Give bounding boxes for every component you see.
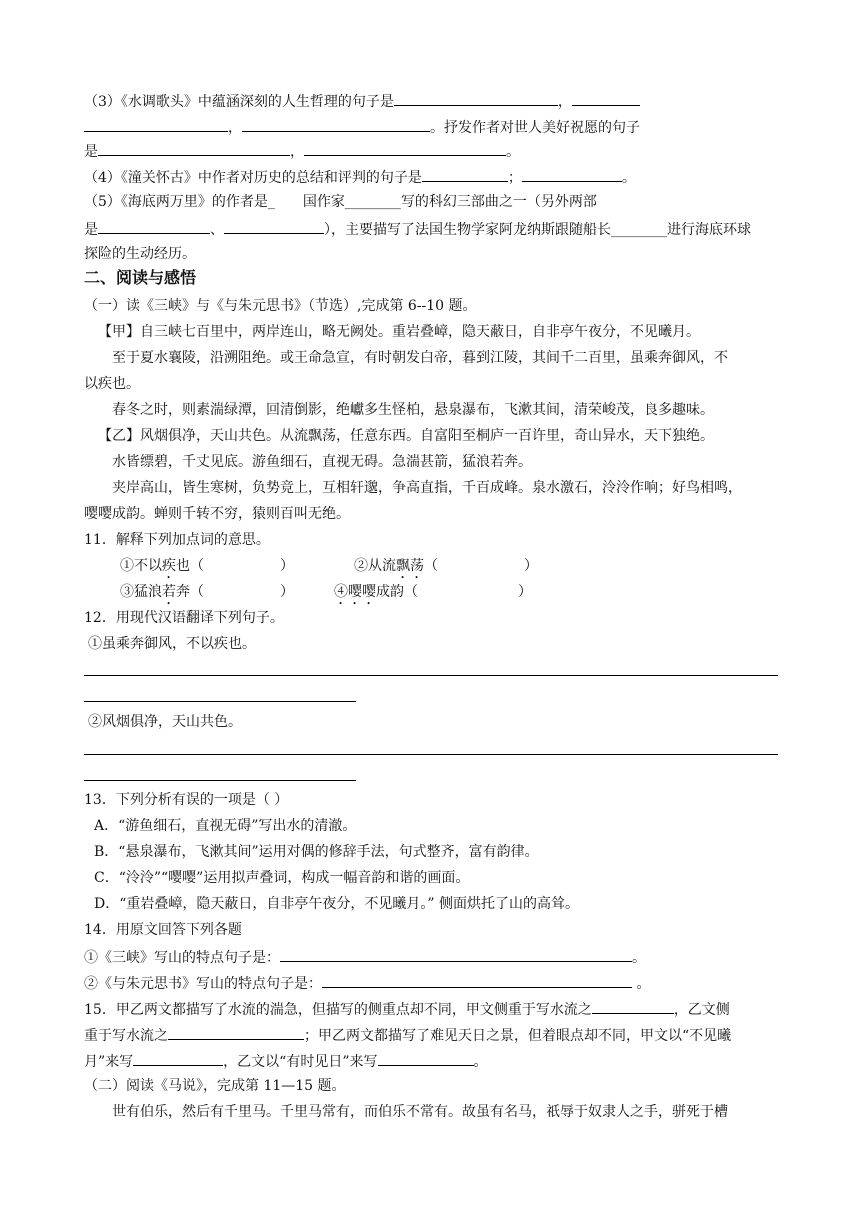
q15-line3: 月”来写 ，乙文以“有时见日”来写 。 [84, 1050, 488, 1072]
q14-blank-2[interactable] [322, 972, 632, 988]
q13-option-c[interactable]: C．“泠泠”“嘤嘤”运用拟声叠词，构成一幅音韵和谐的画面。 [94, 870, 470, 886]
passage-jia-3: 春冬之时，则素湍绿潭，回清倒影，绝巘多生怪柏，悬泉瀑布，飞漱其间，清荣峻茂，良多趣味。 [112, 402, 714, 418]
answer-line[interactable] [84, 780, 356, 781]
q3-blank-4[interactable] [242, 116, 430, 132]
q11-item-3: ③猛浪若奔（ ） [120, 584, 294, 600]
q15-blank-4[interactable] [378, 1050, 474, 1066]
q15-line2: 重于写水流之 ；甲乙两文都描写了难见天日之景，但着眼点却不同，甲文以“不见曦 [84, 1024, 731, 1046]
passage-jia-2a: 至于夏水襄陵，沿溯阻绝。或王命急宣，有时朝发白帝，暮到江陵，其间千二百里，虽乘奔御风，不 [112, 350, 728, 366]
q5-line1: （5）《海底两万里》的作者是_ 国作家________写的科幻三部曲之一（另外两部 [84, 194, 597, 210]
q5-prompt: （5）《海底两万里》的作者是_ [84, 194, 275, 210]
q3-blank-6[interactable] [304, 140, 506, 156]
q4-blank-1[interactable] [422, 166, 508, 182]
q14-title: 14．用原文回答下列各题 [84, 922, 242, 938]
q15-blank-2[interactable] [168, 1024, 304, 1040]
passage-jia-1: 【甲】自三峡七百里中，两岸连山，略无阙处。重岩叠嶂，隐天蔽日，自非亭午夜分，不见曦月。 [98, 324, 700, 340]
q15-line1: 15．甲乙两文都描写了水流的湍急，但描写的侧重点却不同，甲文侧重于写水流之 ，乙文侧 [84, 998, 730, 1020]
q11-item-4: ④嘤嘤成韵（ ） [334, 584, 532, 600]
passage-yi-2: 水皆缥碧，千丈见底。游鱼细石，直视无碍。急湍甚箭，猛浪若奔。 [112, 454, 532, 470]
q3-prompt: （3）《水调歌头》中蕴涵深刻的人生哲理的句子是 [84, 94, 394, 110]
q3-blank-1[interactable] [394, 90, 558, 106]
q13-title: 13．下列分析有误的一项是（ ） [84, 792, 289, 808]
passage-yi-3b: 嘤嘤成韵。蝉则千转不穷，猿则百叫无绝。 [84, 506, 350, 522]
part1-intro: （一）读《三峡》与《与朱元思书》（节选）,完成第 6--10 题。 [84, 298, 477, 314]
q14-b: ②《与朱元思书》写山的特点句子是： 。 [84, 972, 650, 994]
q15-blank-3[interactable] [133, 1050, 223, 1066]
q12-sentence-1: ①虽乘奔御风，不以疾也。 [88, 636, 256, 652]
q3-blank-2[interactable] [572, 90, 640, 106]
q12-title: 12．用现代汉语翻译下列句子。 [84, 610, 284, 626]
q14-blank-1[interactable] [280, 946, 632, 962]
dotted-word: 疾 [162, 558, 176, 574]
q3-line1: （3）《水调歌头》中蕴涵深刻的人生哲理的句子是 ， [84, 90, 640, 112]
q11-item-1: ①不以疾也（ ） [120, 558, 294, 574]
dotted-word: 若 [162, 584, 176, 600]
q11-item-2: ②从流飘荡（ ） [354, 558, 538, 574]
passage-yi-1: 【乙】风烟俱净，天山共色。从流飘荡，任意东西。自富阳至桐庐一百许里，奇山异水，天下独绝。 [98, 428, 714, 444]
q13-option-d[interactable]: D．“重岩叠嶂，隐天蔽日，自非亭午夜分，不见曦月。” 侧面烘托了山的高耸。 [94, 896, 579, 912]
q5-line2: 是 、 ），主要描写了法国生物学家阿龙纳斯跟随船长________进行海底环球 [84, 218, 751, 240]
q5-blank-2[interactable] [224, 218, 324, 234]
dotted-word: ④嘤嘤 [334, 584, 376, 600]
passage-jia-2b: 以疾也。 [84, 376, 140, 392]
q4-line: （4）《潼关怀古》中作者对历史的总结和评判的句子是 ； 。 [84, 166, 636, 188]
q12-sentence-2: ②风烟俱净，天山共色。 [88, 714, 242, 730]
answer-line[interactable] [84, 754, 778, 755]
q3-prompt-2: 。抒发作者对世人美好祝愿的句子 [430, 120, 640, 136]
q4-blank-2[interactable] [522, 166, 622, 182]
q13-option-b[interactable]: B．“悬泉瀑布，飞漱其间”运用对偶的修辞手法，句式整齐，富有韵律。 [94, 844, 539, 860]
q3-blank-5[interactable] [98, 140, 290, 156]
q4-prompt: （4）《潼关怀古》中作者对历史的总结和评判的句子是 [84, 170, 422, 186]
q3-blank-3[interactable] [84, 116, 228, 132]
dotted-word: 飘荡 [396, 558, 424, 574]
q3-line3: 是 ， 。 [84, 140, 520, 162]
q13-option-a[interactable]: A．“游鱼细石，直视无碍”写出水的清澈。 [94, 818, 357, 834]
passage-yi-3a: 夹岸高山，皆生寒树，负势竞上，互相轩邈，争高直指，千百成峰。泉水激石，泠泠作响；好鸟相鸣， [112, 480, 742, 496]
section-heading: 二、阅读与感悟 [84, 268, 197, 287]
part2-intro: （二）阅读《马说》，完成第 11—15 题。 [84, 1078, 346, 1094]
q15-blank-1[interactable] [592, 998, 674, 1014]
q11-title: 11．解释下列加点词的意思。 [84, 532, 270, 548]
q14-a: ①《三峡》写山的特点句子是： 。 [84, 946, 646, 968]
q5-blank-1[interactable] [98, 218, 210, 234]
passage-mashuo: 世有伯乐，然后有千里马。千里马常有，而伯乐不常有。故虽有名马，祇辱于奴隶人之手，骈死于槽 [112, 1104, 728, 1120]
answer-line[interactable] [84, 701, 356, 702]
q3-line2: ， 。抒发作者对世人美好祝愿的句子 [84, 116, 640, 138]
answer-line[interactable] [84, 675, 778, 676]
q5-line3: 探险的生动经历。 [84, 246, 196, 262]
